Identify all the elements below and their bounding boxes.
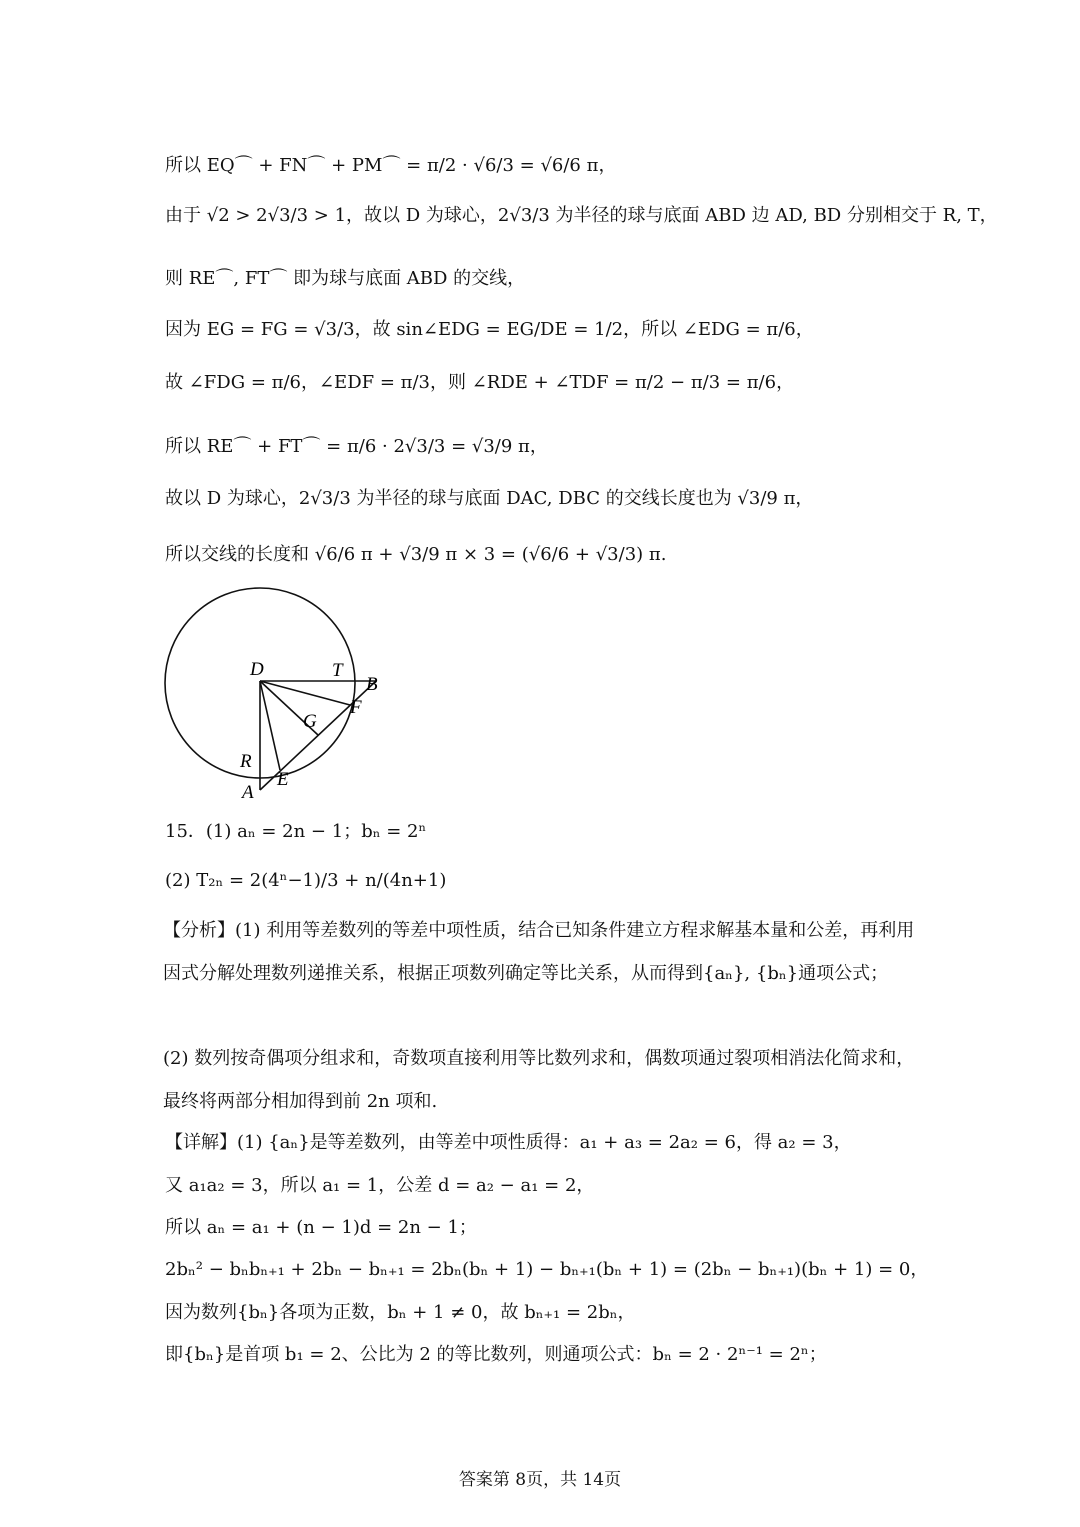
label-t: T <box>332 660 343 681</box>
answer-q15-part2: (2) T₂ₙ = 2(4ⁿ−1)/3 + n/(4n+1) <box>165 870 447 891</box>
detail-line-1: 【详解】(1) {aₙ}是等差数列，由等差中项性质得：a₁ + a₃ = 2a₂ = 6，得 a₂ = 3， <box>165 1132 852 1153</box>
geometry-figure <box>160 585 400 805</box>
text-line-sin-edg: 因为 EG = FG = √3/3，故 sin∠EDG = EG/DE = 1/2，所以 ∠EDG = π/6， <box>165 319 814 340</box>
segment-de <box>260 681 280 770</box>
text-line-total-length: 所以交线的长度和 √6/6 π + √3/9 π × 3 = (√6/6 + √3/3) π. <box>165 544 667 565</box>
text-line-arc-re-ft: 所以 RE⌒ + FT⌒ = π/6 · 2√3/3 = √3/9 π， <box>165 436 548 457</box>
answer-q15-part1: 15．(1) aₙ = 2n − 1；bₙ = 2ⁿ <box>165 821 427 842</box>
label-d: D <box>250 659 264 680</box>
detail-line-2: 又 a₁a₂ = 3，所以 a₁ = 1，公差 d = a₂ − a₁ = 2， <box>165 1175 595 1196</box>
detail-line-3: 所以 aₙ = a₁ + (n − 1)d = 2n − 1； <box>165 1217 477 1238</box>
page-footer: 答案第 8页，共 14页 <box>458 1470 622 1490</box>
label-f: F <box>350 697 362 718</box>
text-line-arc-sum: 所以 EQ⌒ + FN⌒ + PM⌒ = π/2 · √6/3 = √6/6 π， <box>165 155 617 176</box>
text-line-angles: 故 ∠FDG = π/6，∠EDF = π/3，则 ∠RDE + ∠TDF = π/2 − π/3 = π/6， <box>165 372 795 393</box>
analysis-paragraph-1: 【分析】(1) 利用等差数列的等差中项性质，结合已知条件建立方程求解基本量和公差，再利用因式分解处理数列递推关系，根据正项数列确定等比关系，从而得到{aₙ}, {bₙ}通项公式； <box>163 920 915 984</box>
label-r: R <box>240 751 252 772</box>
detail-line-5: 因为数列{bₙ}各项为正数，bₙ + 1 ≠ 0，故 bₙ₊₁ = 2bₙ， <box>165 1302 636 1323</box>
analysis-paragraph-2: (2) 数列按奇偶项分组求和，奇数项直接利用等比数列求和，偶数项通过裂项相消法化简求和，最终将两部分相加得到前 2n 项和. <box>163 1048 915 1112</box>
text-line-intersection: 则 RE⌒, FT⌒ 即为球与底面 ABD 的交线， <box>165 268 526 289</box>
detail-line-6: 即{bₙ}是首项 b₁ = 2、公比为 2 的等比数列，则通项公式：bₙ = 2 · 2ⁿ⁻¹ = 2ⁿ； <box>165 1344 827 1365</box>
label-a: A <box>242 782 254 803</box>
label-b: B <box>366 674 378 695</box>
label-g: G <box>303 711 317 732</box>
label-e: E <box>277 769 289 790</box>
detail-line-4: 2bₙ² − bₙbₙ₊₁ + 2bₙ − bₙ₊₁ = 2bₙ(bₙ + 1) − bₙ₊₁(bₙ + 1) = (2bₙ − bₙ₊₁)(bₙ + 1) = 0， <box>165 1259 929 1280</box>
text-line-other-faces: 故以 D 为球心，2√3/3 为半径的球与底面 DAC, DBC 的交线长度也为 √3/9 π， <box>165 488 814 509</box>
text-line-sphere-center: 由于 √2 > 2√3/3 > 1，故以 D 为球心，2√3/3 为半径的球与底面 ABD 边 AD, BD 分别相交于 R, T， <box>165 205 998 226</box>
